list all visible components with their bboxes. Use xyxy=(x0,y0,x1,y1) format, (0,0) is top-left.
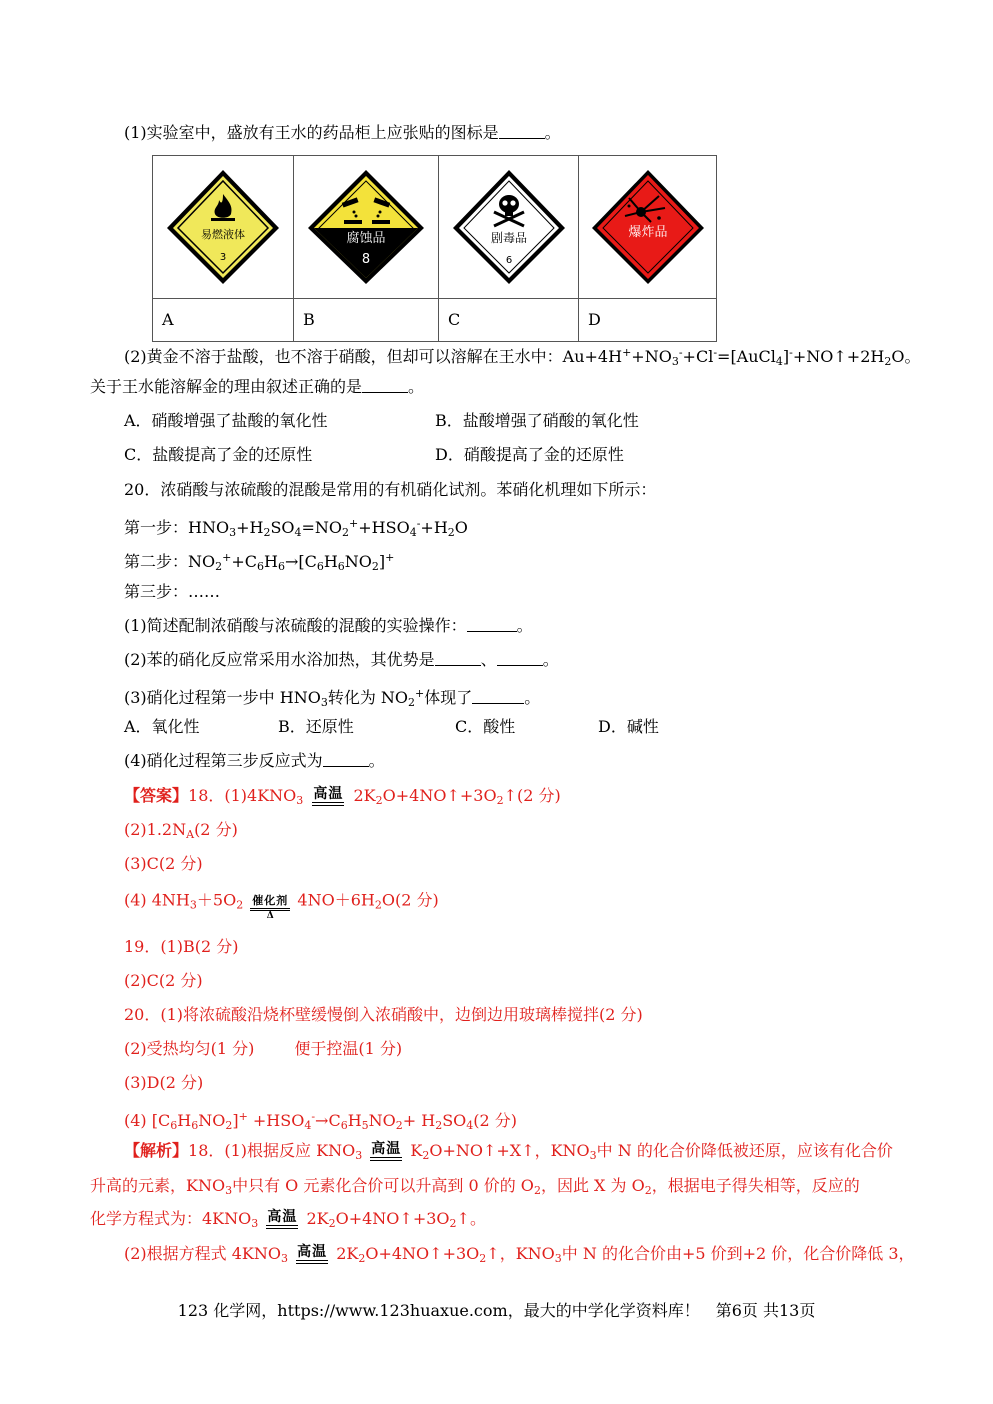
q20-step3: 第三步：…… xyxy=(124,582,221,601)
answer-blank xyxy=(499,124,545,139)
catalyst-heat-condition: 催化剂 Δ xyxy=(252,894,289,921)
q19-option-c: C．盐酸提高了金的还原性 xyxy=(124,445,313,464)
answer-18-1: 【答案】18．(1)4KNO3 高温 2K2O+4NO↑+3O2↑(2 分) xyxy=(124,786,561,807)
q19-option-d: D．硝酸提高了金的还原性 xyxy=(435,445,624,464)
analysis-line2: 升高的元素，KNO3中只有 O 元素化合价可以升高到 0 价的 O2，因此 X 为 O2，根据电子得失相等，反应的 xyxy=(90,1176,860,1197)
hazard-symbol-table xyxy=(152,155,717,342)
answer-blank xyxy=(472,689,524,704)
answer-20-2: (2)受热均匀(1 分) 便于控温(1 分) xyxy=(124,1039,403,1058)
corrosive-sign xyxy=(294,156,438,298)
answer-blank xyxy=(435,651,481,666)
svg-text:腐蚀品: 腐蚀品 xyxy=(346,231,386,246)
symbol-cell-b xyxy=(294,156,439,299)
answer-blank xyxy=(497,651,543,666)
symbol-cell-c xyxy=(439,156,579,299)
symbol-cell-d xyxy=(579,156,717,299)
high-temp-condition: 高温 xyxy=(312,787,344,806)
symbol-cell-a xyxy=(153,156,294,299)
q20-option-c: C．酸性 xyxy=(455,717,516,736)
svg-text:剧毒品: 剧毒品 xyxy=(490,231,528,245)
option-label-d: D xyxy=(579,299,717,342)
q20-option-b: B．还原性 xyxy=(278,717,354,736)
analysis-line3: 化学方程式为：4KNO3 高温 2K2O+4NO↑+3O2↑。 xyxy=(90,1209,486,1230)
option-label-c: C xyxy=(439,299,579,342)
svg-text:易燃液体: 易燃液体 xyxy=(201,228,245,241)
q19-option-a: A．硝酸增强了盐酸的氧化性 xyxy=(124,411,328,430)
answer-20-1: 20．(1)将浓硫酸沿烧杯壁缓慢倒入浓硝酸中，边倒边用玻璃棒搅拌(2 分) xyxy=(124,1005,643,1024)
q20-part2: (2)苯的硝化反应常采用水浴加热，其优势是 、 。 xyxy=(124,650,559,669)
q19-part1: (1)实验室中，盛放有王水的药品柜上应张贴的图标是 。 xyxy=(124,123,561,142)
q19-part2-line1: (2)黄金不溶于盐酸，也不溶于硝酸，但却可以溶解在王水中：Au+4H++NO3-+Cl-=[AuCl4]-+NO↑+2H2O。 xyxy=(124,346,921,368)
answer-blank xyxy=(467,617,517,632)
page-footer: 123 化学网，https://www.123huaxue.com，最大的中学化学资料库！ 第6页 共13页 xyxy=(177,1301,816,1320)
q20-step1: 第一步：HNO3+H2SO4=NO2++HSO4-+H2O xyxy=(124,517,468,539)
analysis-line1: 【解析】18．(1)根据反应 KNO3 高温 K2O+NO↑+X↑，KNO3中 N 的化合价降低被还原，应该有化合价 xyxy=(124,1141,893,1162)
svg-text:8: 8 xyxy=(361,252,371,267)
answer-20-4: (4) [C6H6NO2]+ +HSO4-→C6H5NO2+ H2SO4(2 分) xyxy=(124,1110,518,1132)
svg-text:6: 6 xyxy=(505,255,513,266)
high-temp-condition: 高温 xyxy=(296,1245,328,1264)
q20-step2: 第二步：NO2++C6H6→[C6H6NO2]+ xyxy=(124,551,395,573)
svg-text:3: 3 xyxy=(219,252,227,263)
q19-option-b: B．盐酸增强了硝酸的氧化性 xyxy=(435,411,639,430)
option-label-a: A xyxy=(153,299,294,342)
answer-18-4: (4) 4NH3＋5O2 催化剂 Δ 4NO＋6H2O(2 分) xyxy=(124,890,439,921)
explosive-sign xyxy=(579,156,716,298)
q20-part4: (4)硝化过程第三步反应式为 。 xyxy=(124,751,385,770)
q20-option-d: D．碱性 xyxy=(598,717,659,736)
analysis-tag: 【解析】 xyxy=(124,1141,189,1160)
answer-19-2: (2)C(2 分) xyxy=(124,971,203,990)
q20-part3: (3)硝化过程第一步中 HNO3转化为 NO2+体现了 。 xyxy=(124,687,541,709)
answer-20-3: (3)D(2 分) xyxy=(124,1073,204,1092)
q20-option-a: A．氧化性 xyxy=(124,717,200,736)
q19-part2-line2: 关于王水能溶解金的理由叙述正确的是 。 xyxy=(90,377,425,396)
answer-18-2: (2)1.2NA(2 分) xyxy=(124,820,238,841)
answer-18-3: (3)C(2 分) xyxy=(124,854,203,873)
q20-intro: 20．浓硝酸与浓硫酸的混酸是常用的有机硝化试剂。苯硝化机理如下所示： xyxy=(124,480,657,499)
high-temp-condition: 高温 xyxy=(370,1142,402,1161)
answer-blank xyxy=(362,378,408,393)
answer-19-1: 19．(1)B(2 分) xyxy=(124,937,239,956)
analysis-line4: (2)根据方程式 4KNO3 高温 2K2O+4NO↑+3O2↑，KNO3中 N 的化合价由+5 价到+2 价，化合价降低 3， xyxy=(124,1244,915,1265)
toxic-sign xyxy=(439,156,578,298)
answer-tag: 【答案】 xyxy=(124,786,189,805)
answer-blank xyxy=(323,752,369,767)
flammable-liquid-sign xyxy=(153,156,293,298)
svg-text:爆炸品: 爆炸品 xyxy=(628,225,668,240)
q20-part1: (1)简述配制浓硝酸与浓硫酸的混酸的实验操作： 。 xyxy=(124,616,533,635)
option-label-b: B xyxy=(294,299,439,342)
high-temp-condition: 高温 xyxy=(266,1210,298,1229)
